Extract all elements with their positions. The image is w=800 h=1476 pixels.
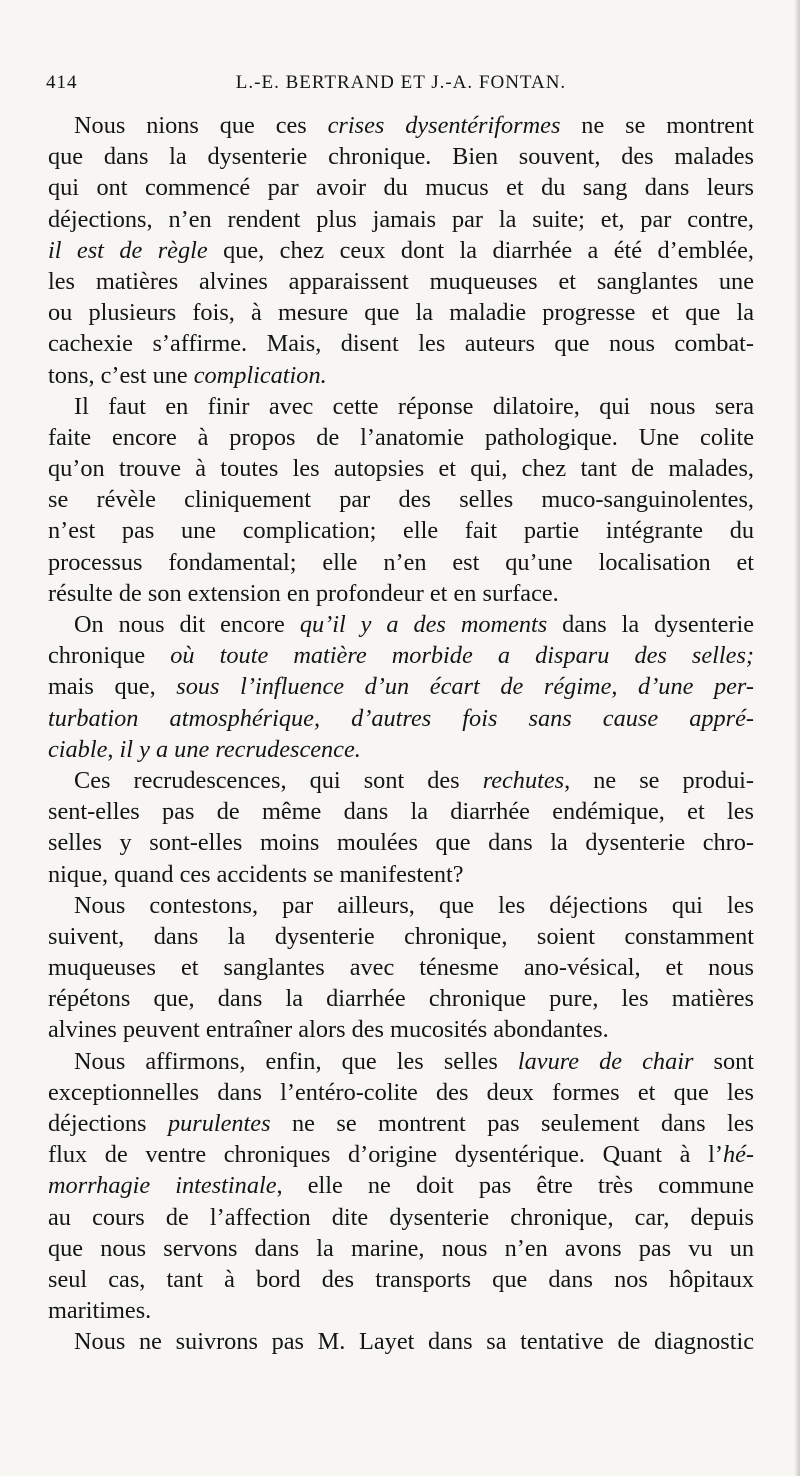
text-span: Ces recrudescences, qui sont des bbox=[74, 766, 483, 794]
text-line bbox=[48, 1046, 754, 1077]
text-span: que nous servons dans la marine, nous n’en avons pas vu un bbox=[48, 1234, 754, 1262]
text-span: suivent, dans la dysenterie chronique, soient constamment bbox=[48, 922, 754, 950]
text-line bbox=[48, 1295, 754, 1326]
text-line bbox=[48, 328, 754, 359]
text-line bbox=[48, 578, 754, 609]
text-line bbox=[48, 1014, 754, 1045]
text-line bbox=[48, 640, 754, 671]
text-span: seul cas, tant à bord des transports que dans nos hôpitaux bbox=[48, 1265, 754, 1293]
text-line bbox=[48, 703, 754, 734]
text-span: faite encore à propos de l’anatomie pathologique. Une colite bbox=[48, 423, 754, 451]
italic-text: morrhagie intestinale bbox=[48, 1172, 277, 1200]
text-span: n’est pas une complication; elle fait partie intégrante du bbox=[48, 517, 754, 545]
italic-text: crises dysentériformes bbox=[327, 112, 561, 139]
text-span: sont bbox=[693, 1047, 755, 1075]
italic-text: où toute matière morbide a disparu des selles; bbox=[170, 642, 755, 670]
text-line bbox=[48, 453, 754, 484]
body-text bbox=[48, 110, 754, 1358]
text-line bbox=[48, 1264, 754, 1295]
italic-text: sous l’influence d’un écart de régime, d’une per- bbox=[176, 673, 754, 701]
text-span: chronique bbox=[48, 642, 171, 670]
text-span: Il faut en finir avec cette réponse dilatoire, qui nous sera bbox=[74, 392, 754, 420]
text-span: processus fondamental; elle n’en est qu’une localisation et bbox=[48, 548, 754, 576]
text-span: flux de ventre chroniques d’origine dysentérique. Quant à l’ bbox=[48, 1141, 723, 1169]
text-span: qui ont commencé par avoir du mucus et du sang dans leurs bbox=[48, 174, 754, 202]
text-line bbox=[48, 765, 754, 796]
text-span: , elle ne doit pas être très commune bbox=[276, 1172, 754, 1200]
text-span: , ne se produi- bbox=[564, 766, 754, 794]
text-line bbox=[48, 983, 754, 1014]
text-line bbox=[48, 1139, 754, 1170]
text-line bbox=[48, 391, 754, 422]
text-line bbox=[48, 141, 754, 172]
italic-text: il est de règle bbox=[48, 236, 208, 264]
text-span: ne se montrent pas seulement dans les bbox=[270, 1110, 754, 1137]
text-line bbox=[48, 890, 754, 921]
text-line bbox=[48, 609, 754, 640]
text-span: mais que, bbox=[48, 673, 177, 701]
text-span: Nous contestons, par ailleurs, que les déjections qui les bbox=[74, 891, 754, 919]
italic-text: ciable bbox=[48, 735, 108, 763]
text-line bbox=[48, 484, 754, 515]
text-line bbox=[48, 422, 754, 453]
text-line bbox=[48, 110, 754, 141]
text-span: Nous nions que ces bbox=[74, 112, 328, 139]
text-line bbox=[48, 297, 754, 328]
text-line bbox=[48, 1108, 754, 1139]
text-line bbox=[48, 859, 754, 890]
text-span: déjections, n’en rendent plus jamais par la suite; et, par contre, bbox=[48, 205, 754, 233]
text-span: cachexie s’affirme. Mais, disent les auteurs que nous combat- bbox=[48, 330, 754, 358]
italic-text: qu’il y a des moments bbox=[299, 611, 548, 638]
text-span: tons, c’est une bbox=[48, 361, 194, 389]
text-line bbox=[48, 734, 754, 765]
text-span: , bbox=[107, 735, 120, 763]
text-span: ne se montrent bbox=[560, 112, 754, 139]
text-line bbox=[48, 671, 754, 702]
text-line bbox=[48, 921, 754, 952]
text-span: nique, quand ces accidents se manifestent? bbox=[48, 860, 464, 888]
text-span: que dans la dysenterie chronique. Bien souvent, des malades bbox=[48, 143, 754, 171]
text-span: Nous ne suivrons pas M. Layet dans sa tentative de diagnostic bbox=[74, 1328, 754, 1356]
text-line bbox=[48, 827, 754, 858]
text-line bbox=[48, 360, 754, 391]
text-span: résulte de son extension en profondeur et en surface. bbox=[48, 579, 559, 607]
page-edge-shadow bbox=[794, 0, 800, 1476]
text-line bbox=[48, 547, 754, 578]
text-line bbox=[48, 1077, 754, 1108]
text-line bbox=[48, 952, 754, 983]
text-span: Nous affirmons, enfin, que les selles bbox=[74, 1047, 518, 1075]
italic-text: rechutes bbox=[482, 766, 565, 794]
text-span: ou plusieurs fois, à mesure que la maladie progresse et que la bbox=[48, 299, 754, 327]
italic-text: turbation atmosphérique, d’autres fois sans cause appré- bbox=[48, 704, 754, 732]
text-span: se révèle cliniquement par des selles muco-sanguinolentes, bbox=[48, 486, 754, 514]
italic-text: lavure de chair bbox=[517, 1047, 694, 1075]
text-line bbox=[48, 235, 754, 266]
running-title: L.-E. BERTRAND ET J.-A. FONTAN. bbox=[235, 72, 567, 93]
text-span: alvines peuvent entraîner alors des mucosités abondantes. bbox=[48, 1016, 609, 1044]
text-span: selles y sont-elles moins moulées que dans la dysenterie chro- bbox=[48, 829, 754, 857]
text-span: qu’on trouve à toutes les autopsies et qui, chez tant de malades, bbox=[48, 455, 754, 483]
text-span: On nous dit encore bbox=[74, 611, 300, 638]
italic-text: il y a une recrudescence. bbox=[119, 735, 361, 763]
text-line bbox=[48, 796, 754, 827]
text-line bbox=[48, 1170, 754, 1201]
text-span: sent-elles pas de même dans la diarrhée endémique, et les bbox=[48, 798, 754, 826]
italic-text: hé- bbox=[722, 1141, 754, 1169]
text-span: au cours de l’affection dite dysenterie chronique, car, depuis bbox=[48, 1203, 754, 1231]
page-number: 414 bbox=[46, 72, 78, 93]
text-span: muqueuses et sanglantes avec ténesme ano-vésical, et nous bbox=[48, 954, 754, 982]
text-span: les matières alvines apparaissent muqueuses et sanglantes une bbox=[48, 267, 754, 295]
text-line bbox=[48, 266, 754, 297]
italic-text: purulentes bbox=[167, 1110, 271, 1137]
text-line bbox=[48, 1326, 754, 1357]
text-span: répétons que, dans la diarrhée chronique pure, les matières bbox=[48, 985, 754, 1013]
text-span: dans la dysenterie bbox=[547, 611, 754, 638]
text-line bbox=[48, 1233, 754, 1264]
text-span: déjections bbox=[48, 1110, 168, 1137]
text-span: que, chez ceux dont la diarrhée a été d’emblée, bbox=[207, 236, 754, 264]
italic-text: complication. bbox=[193, 361, 327, 389]
text-span: exceptionnelles dans l’entéro-colite des deux formes et que les bbox=[48, 1078, 754, 1106]
text-line bbox=[48, 204, 754, 235]
text-line bbox=[48, 515, 754, 546]
text-line bbox=[48, 172, 754, 203]
text-line bbox=[48, 1202, 754, 1233]
text-span: maritimes. bbox=[48, 1297, 152, 1325]
page-header bbox=[46, 72, 756, 106]
